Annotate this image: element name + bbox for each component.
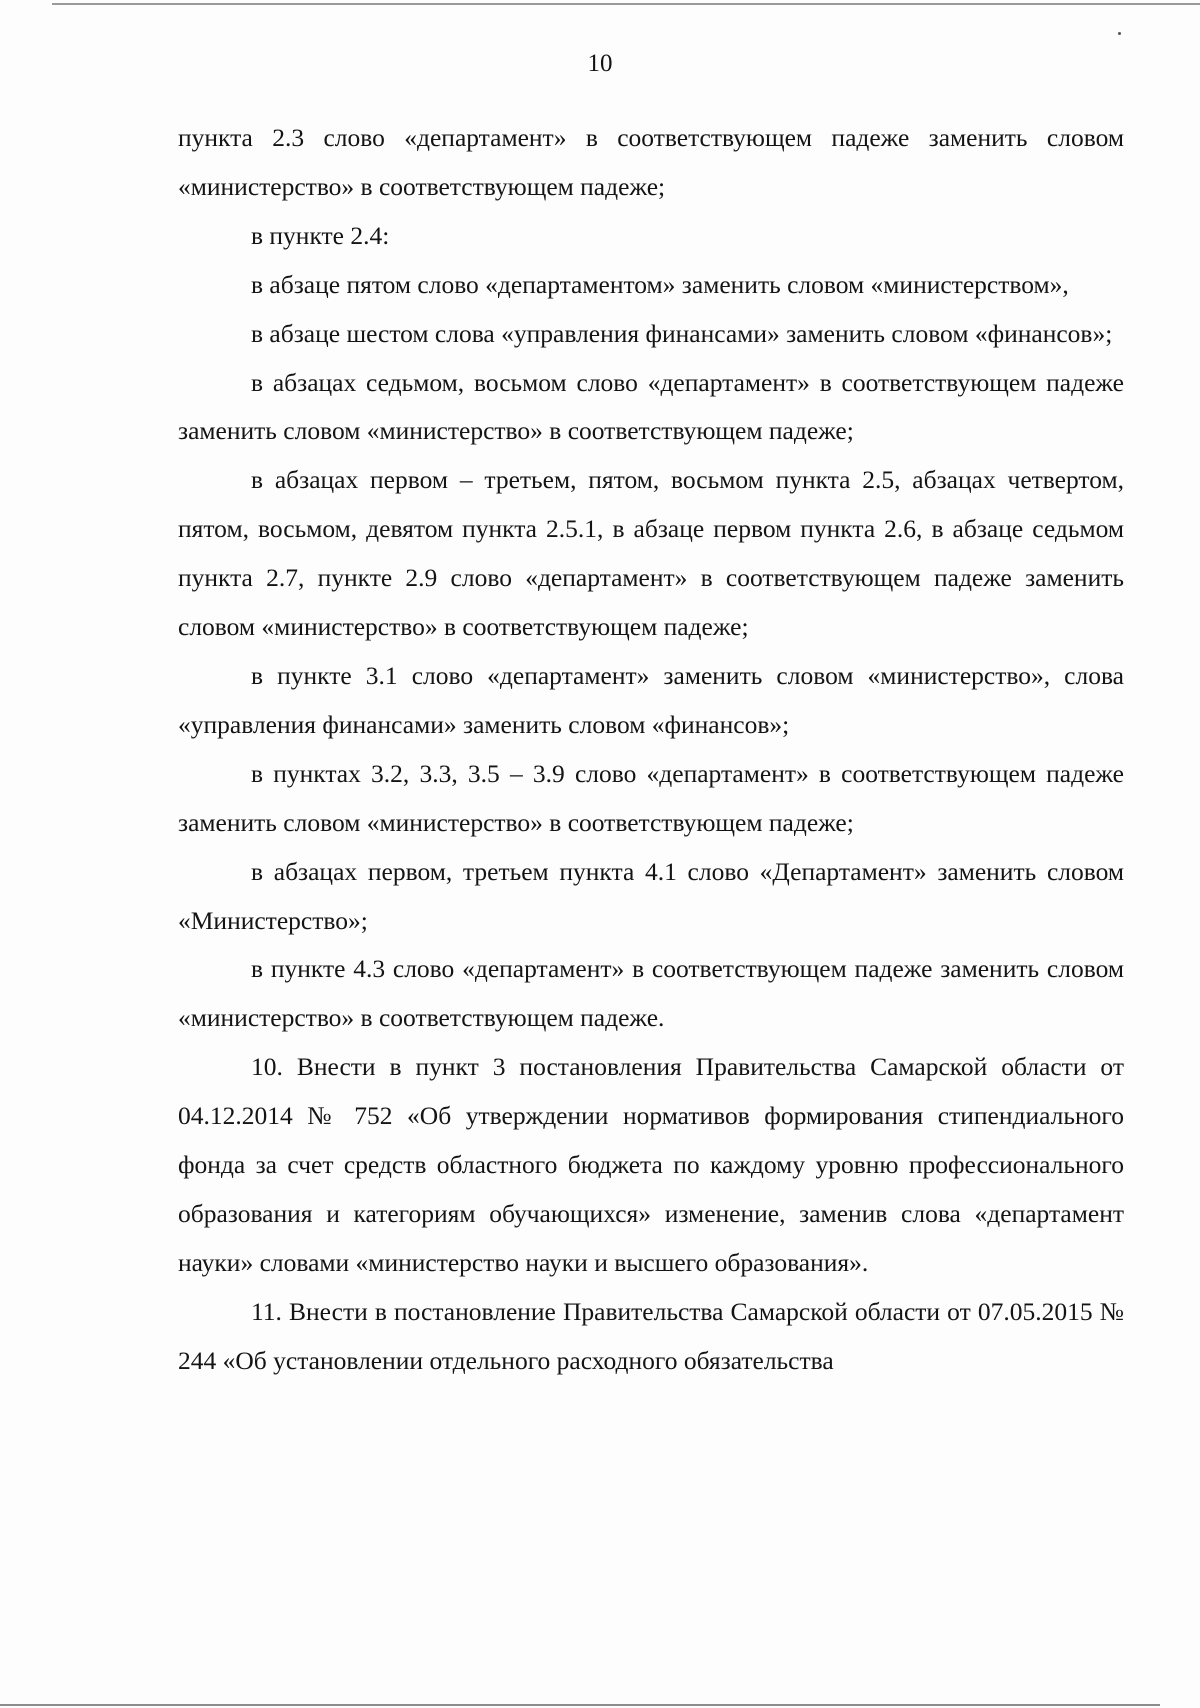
page-number: 10 (587, 50, 613, 77)
paragraph: в пункте 3.1 слово «департамент» заменить словом «министерство», слова «управления финансами» заменить словом «финансов»; (178, 660, 1124, 739)
paragraph: в абзаце шестом слова «управления финансами» заменить словом «финансов»; (251, 318, 1113, 348)
paragraph: в пункте 2.4: (251, 220, 390, 250)
paragraph: в абзацах первом, третьем пункта 4.1 слово «Департамент» заменить словом «Министерство»; (178, 856, 1124, 935)
paragraph: в абзацах седьмом, восьмом слово «департамент» в соответствующем падеже заменить словом «министерство» в соответствующем падеже; (178, 367, 1124, 446)
paragraph-continuation: пункта 2.3 слово «департамент» в соответствующем падеже заменить словом «министерство» в соответствующем падеже; (178, 123, 1124, 201)
document-body (178, 114, 1124, 1386)
paragraph: в абзацах первом – третьем, пятом, восьмом пункта 2.5, абзацах четвертом, пятом, восьмом, девятом пункта 2.5.1, в абзаце первом пункта 2.6, в абзаце седьмом пункта 2.7, пункте 2.9 слово «департамент» в соответствующем падеже заменить словом «министерство» в соответствующем падеже; (178, 465, 1124, 642)
scan-edge-bottom (0, 1704, 1160, 1706)
scan-speck (1118, 32, 1121, 35)
paragraph: в абзаце пятом слово «департаментом» заменить словом «министерством», (251, 269, 1069, 299)
paragraph-item-11: 11. Внести в постановление Правительства Самарской области от 07.05.2015 № 244 «Об установлении отдельного расходного обязательства (178, 1296, 1124, 1375)
scan-edge-top (52, 3, 1200, 5)
paragraph: в пунктах 3.2, 3.3, 3.5 – 3.9 слово «департамент» в соответствующем падеже заменить словом «министерство» в соответствующем падеже; (178, 758, 1124, 837)
paragraph: в пункте 4.3 слово «департамент» в соответствующем падеже заменить словом «министерство» в соответствующем падеже. (178, 954, 1124, 1033)
paragraph-item-10: 10. Внести в пункт 3 постановления Правительства Самарской области от 04.12.2014 № 752 «Об утверждении нормативов формирования стипендиального фонда за счет средств областного бюджета по каждому уровню профессионального образования и категориям обучающихся» изменение, заменив слова «департамент науки» словами «министерство науки и высшего образования». (178, 1052, 1124, 1277)
